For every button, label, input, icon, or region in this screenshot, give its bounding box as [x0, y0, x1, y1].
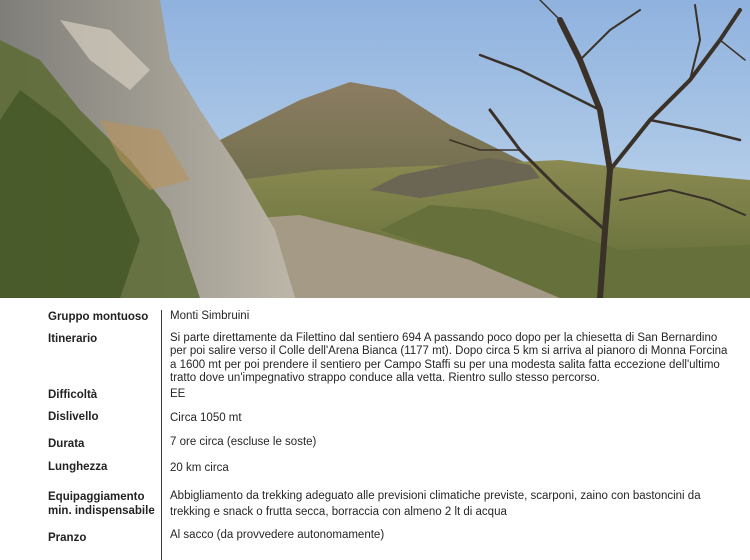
- label-difficolta: Difficoltà: [48, 389, 98, 401]
- label-gruppo-montuoso: Gruppo montuoso: [48, 311, 149, 323]
- trail-info-table: [0, 298, 750, 560]
- column-divider: [161, 310, 162, 560]
- value-difficolta: EE: [170, 388, 186, 400]
- label-lunghezza: Lunghezza: [48, 461, 108, 473]
- value-gruppo-montuoso: Monti Simbruini: [170, 310, 250, 322]
- value-dislivello: Circa 1050 mt: [170, 412, 242, 424]
- label-durata: Durata: [48, 438, 85, 450]
- label-itinerario: Itinerario: [48, 333, 98, 345]
- value-lunghezza: 20 km circa: [170, 462, 229, 474]
- label-pranzo: Pranzo: [48, 532, 87, 544]
- value-itinerario: Si parte direttamente da Filettino dal sentiero 694 A passando poco dopo per la chiesetta di San Bernardino per poi salire verso il Colle dell'Arena Bianca (1177 mt). Dopo circa 5 km si arriva al pianoro di Monna Forcina a 1600 mt per poi prendere il sentiero per Campo Staffi su per una modesta salita fatta eccezione dell'ultimo tratto dove un'impegnativo strappo conduce alla vetta. Rientro sullo stesso percorso.: [170, 332, 728, 384]
- label-dislivello: Dislivello: [48, 411, 99, 423]
- value-durata: 7 ore circa (escluse le soste): [170, 436, 317, 448]
- value-equipaggiamento: Abbigliamento da trekking adeguato alle previsioni climatiche previste, scarponi, zaino con bastoncini da trekking e snack o frutta secca, borraccia con almeno 2 lt di acqua: [170, 490, 701, 518]
- label-equipaggiamento: Equipaggiamento min. indispensabile: [48, 491, 155, 517]
- value-pranzo: Al sacco (da provvedere autonomamente): [170, 529, 385, 541]
